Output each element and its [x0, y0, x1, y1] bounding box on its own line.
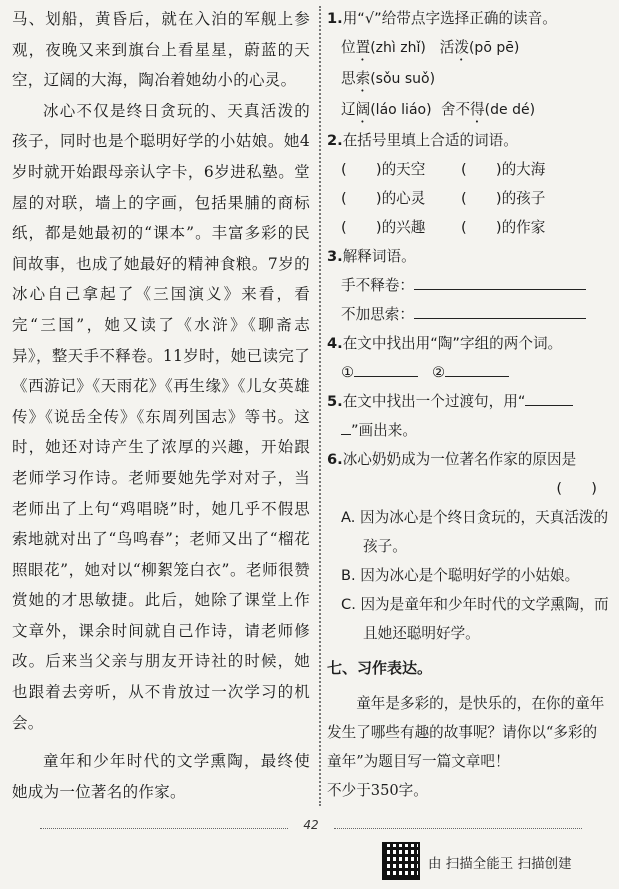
question-1-row-3: 辽阔(láo liáo) 舍不得(de dé) — [341, 101, 536, 118]
question-2-row-1 — [341, 155, 609, 184]
page-number: 42 — [303, 818, 319, 832]
question-1-row-1: 位置(zhì zhǐ) 活泼(pō pē) — [341, 39, 520, 56]
essay-requirement: 不少于350字。 — [327, 782, 428, 799]
question-5: 5.在文中找出一个过渡句，用“ — [327, 387, 609, 416]
pinyin-choice[interactable]: (pō pē) — [468, 40, 520, 56]
pinyin-choice[interactable]: (de dé) — [484, 102, 536, 118]
question-1: 1.用“√”给带点字选择正确的读音。 — [327, 10, 557, 27]
fill-blank[interactable]: ( )的孩子 — [461, 190, 546, 207]
question-2-row-3 — [341, 213, 609, 242]
answer-line[interactable] — [414, 302, 586, 319]
answer-line[interactable] — [445, 360, 509, 377]
pinyin-choice[interactable]: (sǒu suǒ) — [370, 71, 436, 87]
answer-paren[interactable]: ( ) — [556, 480, 597, 497]
option-b[interactable]: B. 因为冰心是个聪明好学的小姑娘。 — [341, 567, 580, 584]
question-3: 3.解释词语。 — [327, 248, 416, 265]
question-3-term-1: 手不释卷： — [341, 271, 609, 300]
fill-blank[interactable]: ( )的大海 — [461, 161, 546, 178]
question-1-row-2: 思索(sǒu suǒ) — [341, 70, 436, 87]
fill-blank[interactable]: ( )的作家 — [461, 219, 546, 236]
underline-sample — [525, 389, 573, 406]
option-c[interactable]: C. 因为是童年和少年时代的文学熏陶，而且她还聪明好学。 — [341, 596, 609, 642]
column-divider — [319, 6, 321, 806]
scanner-watermark: 由 扫描全能王 扫描创建 — [428, 856, 572, 872]
reading-passage — [12, 4, 310, 807]
option-a[interactable]: A. 因为冰心是个终日贪玩的，天真活泼的孩子。 — [341, 509, 609, 555]
answer-line[interactable] — [354, 360, 418, 377]
essay-prompt: 童年是多彩的，是快乐的，在你的童年发生了哪些有趣的故事呢？请你以“多彩的童年”为题目写一篇文章吧！ — [327, 695, 605, 770]
question-3-term-2: 不加思索： — [341, 300, 609, 329]
answer-line[interactable] — [414, 273, 586, 290]
fill-blank[interactable]: ( )的兴趣 — [341, 219, 426, 236]
fill-blank[interactable]: ( )的天空 — [341, 161, 426, 178]
questions-column — [327, 4, 609, 805]
footer-rule-right — [334, 828, 582, 829]
fill-blank[interactable]: ( )的心灵 — [341, 190, 426, 207]
question-5-cont: ”画出来。 — [341, 416, 609, 445]
passage-paragraph-2: 冰心不仅是终日贪玩的、天真活泼的孩子，同时也是个聪明好学的小姑娘。她4岁时就开始跟母亲认字卡，6岁进私塾。堂屋的对联，墙上的字画，包括果脯的商标纸，都是她最初的“课本”。丰富多彩的民间故事，也成了她最好的精神食粮。7岁的冰心自己拿起了《三国演义》来看，看完“三国”，她又读了《水浒》《聊斋志异》，整天手不释卷。11岁时，她已读完了《西游记》《天雨花》《再生缘》《儿女英雄传》《说岳全传》《东周列国志》等书。这时，她还对诗产生了浓厚的兴趣，开始跟老师学习作诗。老师要她先学对对子，当老师出了上句“鸡唱晓”时，她几乎不假思索地就对出了“鸟鸣春”；老师又出了“榴花照眼花”，她对以“柳絮笼白衣”。老师很赞赏她的才思敏捷。此后，她除了课堂上作文章外，课余时间就自己作诗，请老师修改。后来当父亲与朋友开诗社的时候，她也跟着去旁听，从不肯放过一次学习的机会。 — [12, 101, 310, 732]
question-2-row-2 — [341, 184, 609, 213]
footer-rule-left — [40, 828, 288, 829]
pinyin-choice[interactable]: (zhì zhǐ) — [370, 40, 426, 56]
qr-code-icon — [382, 842, 420, 880]
question-4: 4.在文中找出用“陶”字组的两个词。 — [327, 335, 563, 352]
question-6-answer-row — [341, 474, 609, 503]
pinyin-choice[interactable]: (láo liáo) — [370, 102, 432, 118]
question-4-answers: ① ② — [341, 358, 609, 387]
question-2: 2.在括号里填上合适的词语。 — [327, 132, 518, 149]
passage-paragraph-3: 童年和少年时代的文学熏陶，最终使她成为一位著名的作家。 — [12, 752, 310, 801]
question-6: 6.冰心奶奶成为一位著名作家的原因是 — [327, 451, 577, 468]
passage-paragraph-1: 马、划船，黄昏后，就在入泊的军舰上参观，夜晚又来到旗台上看星星，蔚蓝的天空，辽阔的大海，陶冶着她幼小的心灵。 — [12, 10, 310, 90]
section-7-title: 七、习作表达。 — [327, 659, 433, 677]
